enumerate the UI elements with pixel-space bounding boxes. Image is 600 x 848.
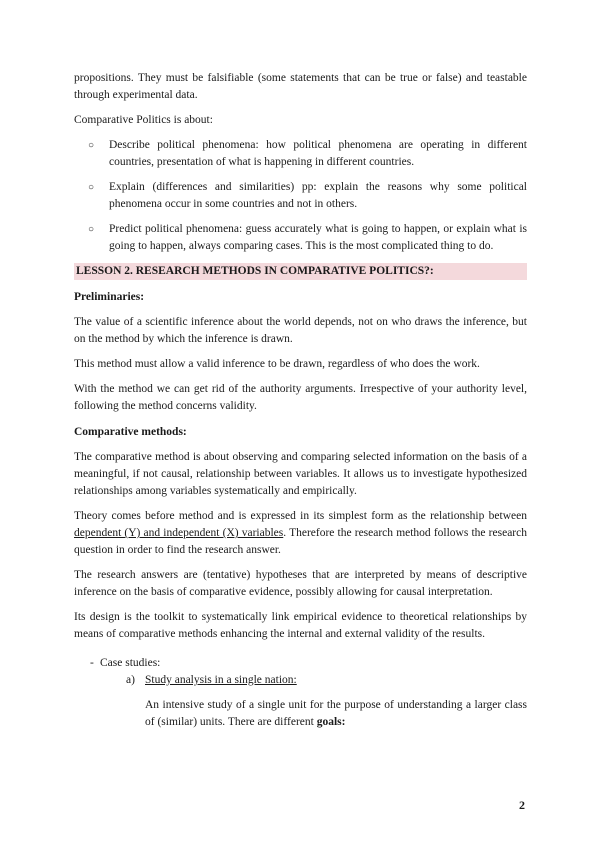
study-analysis-label: Study analysis in a single nation: (145, 674, 297, 686)
prelim-paragraph-3: With the method we can get rid of the authority arguments. Irrespective of your authority level, following the method concerns validity. (74, 383, 527, 412)
methods-p2-after: . Therefore the research method follows the research question in order to find the research answer. (74, 527, 527, 556)
circle-bullet-icon: ○ (88, 140, 95, 151)
prelim-paragraph-2: This method must allow a valid inference to be drawn, regardless of who does the work. (74, 358, 480, 370)
methods-paragraph-4: Its design is the toolkit to systematically link empirical evidence to theoretical relationships by means of comparative methods enhancing the internal and external validity of the results. (74, 611, 527, 640)
methods-heading: Comparative methods: (74, 426, 187, 438)
preliminaries-heading: Preliminaries: (74, 291, 145, 303)
document-page (74, 70, 527, 731)
circle-bullet-icon: ○ (88, 224, 95, 235)
list-item (74, 137, 527, 171)
intro-paragraph: propositions. They must be falsifiable (some statements that can be true or false) and teastable through experimental data. (74, 72, 527, 101)
alpha-marker: a) (126, 674, 135, 686)
bullet-text: Describe political phenomena: how political phenomena are operating in different countries, presentation of what is happening in different countries. (109, 139, 527, 168)
variables-underlined: dependent (Y) and independent (X) variables (74, 527, 284, 539)
circle-bullet-icon: ○ (88, 182, 95, 193)
lesson-heading: LESSON 2. RESEARCH METHODS IN COMPARATIVE POLITICS?: (74, 263, 527, 280)
list-item (74, 179, 527, 213)
cp-about-line: Comparative Politics is about: (74, 114, 213, 126)
bullet-text: Explain (differences and similarities) pp: explain the reasons why some political phenomena occur in some countries and not in others. (109, 181, 527, 210)
dash-bullet-icon: - (90, 657, 94, 669)
intensive-text: An intensive study of a single unit for the purpose of understanding a larger class of (similar) units. There are different (145, 699, 527, 728)
methods-p2-before: Theory comes before method and is expressed in its simplest form as the relationship between (74, 510, 527, 522)
prelim-paragraph-1: The value of a scientific inference about the world depends, not on who draws the inference, but on the method by which the inference is drawn. (74, 316, 527, 345)
list-item (74, 221, 527, 255)
page-number: 2 (519, 798, 525, 812)
bullet-text: Predict political phenomena: guess accurately what is going to happen, or explain what is going to happen, always comparing cases. This is the most complicated thing to do. (109, 223, 527, 252)
study-analysis-item (74, 672, 527, 689)
methods-paragraph-2 (74, 508, 527, 559)
intensive-study-paragraph (145, 697, 527, 731)
case-studies-label: Case studies: (100, 657, 161, 669)
methods-paragraph-3: The research answers are (tentative) hypotheses that are interpreted by means of descriptive inference on the basis of comparative evidence, possibly allowing for causal interpretation. (74, 569, 527, 598)
bullet-list (74, 137, 527, 255)
case-studies-item (74, 655, 527, 672)
methods-paragraph-1: The comparative method is about observing and comparing selected information on the basis of a meaningful, if not causal, relationship between variables. It allows us to investigate hypothesized relationships among variables systematically and empirically. (74, 451, 527, 497)
goals-bold: goals: (316, 716, 346, 728)
